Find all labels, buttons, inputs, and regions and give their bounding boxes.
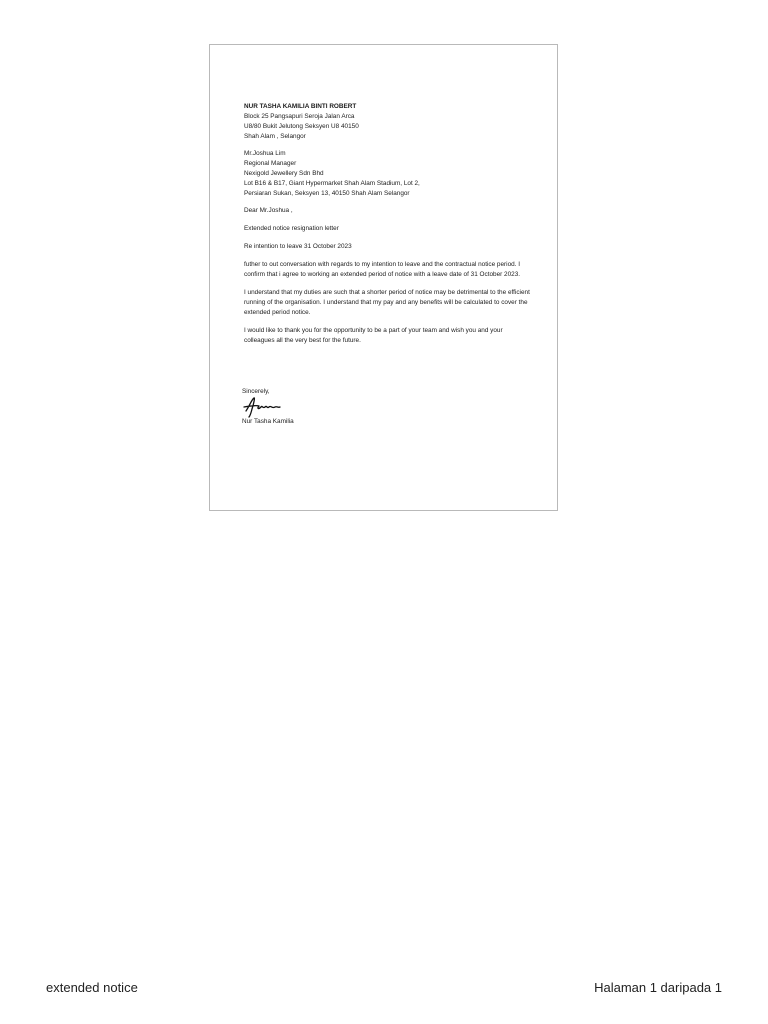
reference-line: Re intention to leave 31 October 2023 bbox=[244, 243, 352, 250]
sender-block bbox=[244, 102, 534, 142]
sender-address-line: Shah Alam , Selangor bbox=[244, 133, 306, 140]
sender-name: NUR TASHA KAMILIA BINTI ROBERT bbox=[244, 103, 357, 110]
recipient-line: Persiaran Sukan, Seksyen 13, 40150 Shah Alam Selangor bbox=[244, 190, 410, 197]
body-paragraph: I understand that my duties are such that a shorter period of notice may be detrimental to the efficient running of the organisation. I understand that my pay and any benefits will be calculated to cover the extended period notice. bbox=[244, 289, 530, 316]
signer-name: Nur Tasha Kamilia bbox=[242, 418, 294, 425]
closing-block bbox=[242, 387, 294, 427]
sender-address-line: Block 25 Pangsapuri Seroja Jalan Arca bbox=[244, 113, 355, 120]
sender-address-line: U8/80 Bukit Jelutong Seksyen U8 40150 bbox=[244, 123, 359, 130]
recipient-line: Lot B16 & B17, Giant Hypermarket Shah Alam Stadium, Lot 2, bbox=[244, 180, 420, 187]
subject-line: Extended notice resignation letter bbox=[244, 225, 339, 232]
recipient-line: Regional Manager bbox=[244, 160, 297, 167]
recipient-line: Mr.Joshua Lim bbox=[244, 150, 286, 157]
page-indicator: Halaman 1 daripada 1 bbox=[594, 980, 722, 995]
closing-text: Sincerely, bbox=[242, 388, 270, 395]
recipient-line: Nexigold Jewellery Sdn Bhd bbox=[244, 170, 324, 177]
document-name-label: extended notice bbox=[46, 980, 138, 995]
recipient-block bbox=[244, 149, 534, 199]
salutation: Dear Mr.Joshua , bbox=[244, 207, 293, 214]
body-paragraph: futher to out conversation with regards to my intention to leave and the contractual notice period. I confirm that i agree to working an extended period of notice with a leave date of 31 October 2023. bbox=[244, 261, 521, 278]
handwritten-signature bbox=[242, 395, 282, 419]
document-page bbox=[209, 44, 558, 511]
body-paragraph: I would like to thank you for the opportunity to be a part of your team and wish you and your colleagues all the very best for the future. bbox=[244, 327, 503, 344]
letter-body bbox=[244, 102, 534, 354]
